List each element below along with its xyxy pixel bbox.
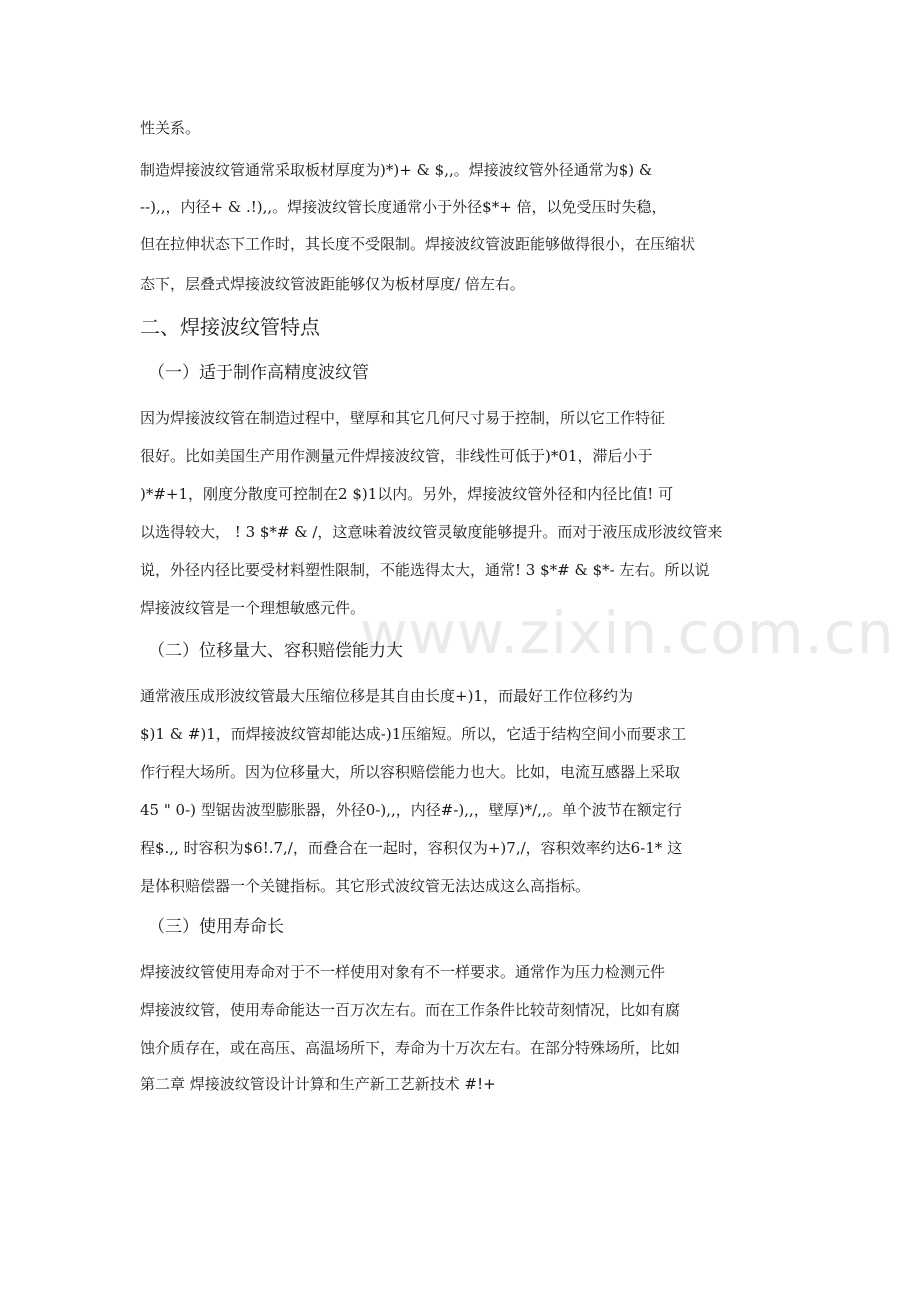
- subsection-title-3: （三）使用寿命长: [148, 917, 284, 937]
- sub1-line-5: 说，外径内径比要受材料塑性限制，不能选得太大，通常! 3 $*# & $*- 左右。所以说: [140, 561, 710, 579]
- sub2-line-4: 45 " 0-) 型锯齿波型膨胀器，外径0-),,，内径#-),,，壁厚)*/,,。单个波节在额定行: [140, 801, 682, 819]
- watermark: www.zixin.com.cn: [360, 599, 895, 667]
- sub2-line-3: 作行程大场所。因为位移量大，所以容积赔偿能力也大。比如，电流互感器上采取: [140, 763, 681, 781]
- sub3-line-1: 焊接波纹管使用寿命对于不一样使用对象有不一样要求。通常作为压力检测元件: [140, 963, 666, 981]
- sub1-line-3: )*#+1，刚度分散度可控制在2 $)1以内。另外，焊接波纹管外径和内径比值! 可: [140, 485, 674, 503]
- sub1-line-4: 以选得较大， ! 3 $*# & /，这意味着波纹管灵敏度能够提升。而对于液压成形波纹管来: [140, 523, 723, 541]
- chapter-footer: 第二章 焊接波纹管设计计算和生产新工艺新技术 #!+: [140, 1075, 496, 1093]
- sub1-line-1: 因为焊接波纹管在制造过程中，壁厚和其它几何尺寸易于控制，所以它工作特征: [140, 409, 666, 427]
- sub1-line-6: 焊接波纹管是一个理想敏感元件。: [140, 599, 366, 617]
- intro-line-1: 性关系。: [140, 119, 201, 137]
- section-title: 二、焊接波纹管特点: [140, 315, 320, 339]
- subsection-title-2: （二）位移量大、容积赔偿能力大: [148, 641, 403, 661]
- intro-line-2: 制造焊接波纹管通常采取板材厚度为)*)+ & $,,。焊接波纹管外径通常为$) &: [140, 161, 653, 179]
- sub2-line-1: 通常液压成形波纹管最大压缩位移是其自由长度+)1，而最好工作位移约为: [140, 687, 633, 705]
- subsection-title-1: （一）适于制作高精度波纹管: [148, 363, 369, 383]
- sub1-line-2: 很好。比如美国生产用作测量元件焊接波纹管，非线性可低于)*01，滞后小于: [140, 447, 653, 465]
- sub2-line-6: 是体积赔偿器一个关键指标。其它形式波纹管无法达成这么高指标。: [140, 877, 591, 895]
- sub2-line-2: $)1 & #)1，而焊接波纹管却能达成-)1压缩短。所以，它适于结构空间小而要求工: [140, 725, 687, 743]
- intro-line-5: 态下，层叠式焊接波纹管波距能够仅为板材厚度/ 倍左右。: [140, 275, 525, 293]
- intro-line-4: 但在拉伸状态下工作时，其长度不受限制。焊接波纹管波距能够做得很小，在压缩状: [140, 235, 696, 253]
- intro-line-3: --),,，内径+ & .!),,。焊接波纹管长度通常小于外径$*+ 倍，以免受压时失稳，: [140, 198, 667, 216]
- sub2-line-5: 程$.,, 时容积为$6!.7,/，而叠合在一起时，容积仅为+)7,/，容积效率约达6-1* 这: [140, 839, 683, 857]
- sub3-line-2: 焊接波纹管，使用寿命能达一百万次左右。而在工作条件比较苛刻情况，比如有腐: [140, 1001, 681, 1019]
- sub3-line-3: 蚀介质存在，或在高压、高温场所下，寿命为十万次左右。在部分特殊场所，比如: [140, 1039, 681, 1057]
